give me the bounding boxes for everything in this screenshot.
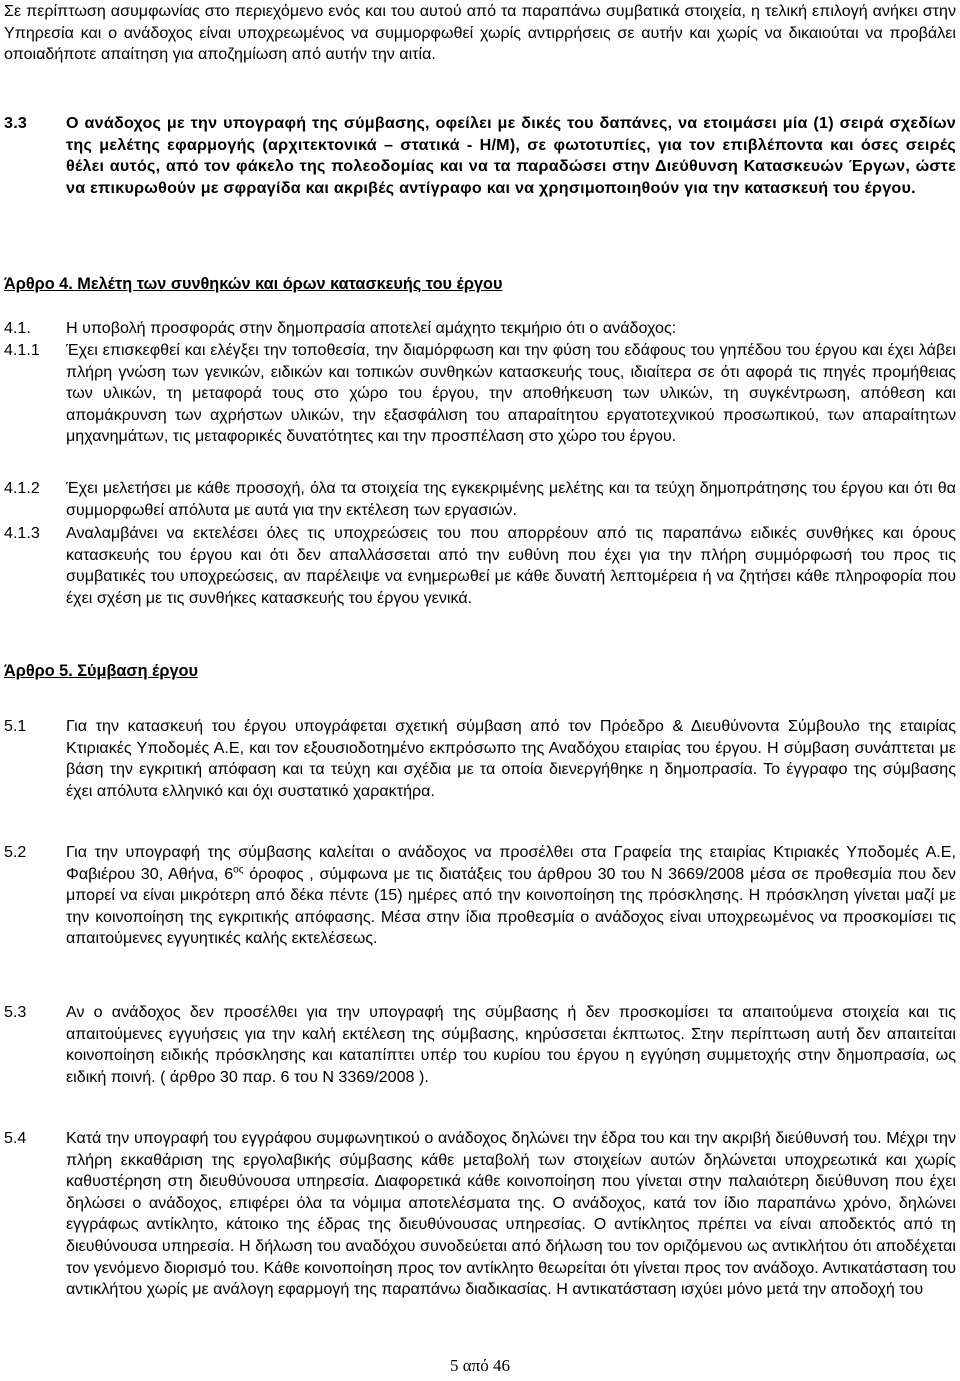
page-number: 5 από 46: [450, 1356, 510, 1375]
article-4-heading: Άρθρο 4. Μελέτη των συνθηκών και όρων κατασκευής του έργου: [4, 275, 503, 293]
clause-number: 5.1: [4, 717, 27, 735]
clause-number: 4.1.1: [4, 341, 40, 359]
clause-text: Έχει μελετήσει με κάθε προσοχή, όλα τα στοιχεία της εγκεκριμένης μελέτης και τα τεύχη δημοπράτησης του έργου και ότι θα συμμορφωθεί απόλυτα με αυτά για την εκτέλεση των εργασιών.: [66, 479, 956, 519]
clause-text-part: όροφος , σύμφωνα με τις διατάξεις του άρθρου 30 του Ν 3669/2008 μέσα σε προθεσμία που δεν μπορεί να είναι μικρότερη από δέκα πέντε (15) ημέρες από την κοινοποίηση της πρόσκλησης. Η πρόσκληση γίνεται μαζί με την κοινοποίηση της εγκριτικής απόφασης. Μέσα στην ίδια προθεσμία ο ανάδοχος είναι υποχρεωμένος να προσκομίσει τις απαιτούμενες εγγυητικές καλής εκτελέσεως.: [66, 864, 956, 948]
clause-number: 5.2: [4, 843, 27, 861]
clause-5-3: [4, 1002, 956, 1088]
clause-text: Ο ανάδοχος με την υπογραφή της σύμβασης, οφείλει με δικές του δαπάνες, να ετοιμάσει μία (1) σειρά σχεδίων της μελέτης εφαρμογής (αρχιτεκτονικά – στατικά - Η/Μ), σε φωτοτυπίες, για τον επιβλέποντα και όσες σειρές θέλει αυτός, από τον φάκελο της πολεοδομίας και να τα παραδώσει στην Διεύθυνση Κατασκευών Έργων, ώστε να επικυρωθούν με σφραγίδα και ακριβές αντίγραφο και να χρησιμοποιηθούν για την κατασκευή του έργου.: [66, 114, 956, 197]
clause-number: 5.4: [4, 1129, 27, 1147]
clause-text: Κατά την υπογραφή του εγγράφου συμφωνητικού ο ανάδοχος δηλώνει την έδρα του και την ακριβή διεύθυνσή του. Μέχρι την πλήρη εκκαθάριση της εργολαβικής σύμβασης κάθε μεταβολή των στοιχείων αυτών δηλώνεται υποχρεωτικά και χωρίς καθυστέρηση στη διευθύνουσα υπηρεσία. Διαφορετικά κάθε κοινοποίηση που γίνεται στην παλαιότερη διεύθυνση που έχει δηλώσει ο ανάδοχος, επιφέρει όλα τα νόμιμα αποτελέσματα της. Ο ανάδοχος, κατά τον ίδιο παραπάνω χρόνο, δηλώνει εγγράφως αντίκλητο, κάτοικο της έδρας της διευθύνουσας υπηρεσίας. Ο αντίκλητος πρέπει να είναι αποδεκτός από τη διευθύνουσα υπηρεσία. Η δήλωση του αναδόχου συνοδεύεται από δήλωση του τον οριζόμενου ως αντικλήτου ότι αποδέχεται τον γενόμενο διορισμό του. Κάθε κοινοποίηση προς τον αντίκλητο θεωρείται ότι γίνεται προς τον ανάδοχο. Αντικατάσταση του αντικλήτου χωρίς με ανάλογη εφαρμογή της παραπάνω διαδικασίας. Η αντικατάσταση ισχύει μόνο μετά την αποδοχή του: [66, 1129, 956, 1299]
clause-number: 4.1.: [4, 319, 31, 337]
article-5-heading: Άρθρο 5. Σύμβαση έργου: [4, 662, 198, 680]
clause-number: 4.1.2: [4, 479, 40, 497]
clause-4-1-3: [4, 523, 956, 609]
line-4-1: [4, 318, 676, 340]
clause-text: Αναλαμβάνει να εκτελέσει όλες τις υποχρεώσεις του που απορρέουν από τις παραπάνω ειδικές συνθήκες και όρους κατασκευής του έργου και ότι δεν απαλλάσσεται από την ευθύνη που έχει για την πλήρη συμμόρφωσή του προς τις συμβατικές του υποχρεώσεις, αν παρέλειψε να ενημερωθεί με κάθε δυνατή λεπτομέρεια ή να ζητήσει κάθε πληροφορία που έχει σχέση με τις συνθήκες κατασκευής του έργου γενικά.: [66, 524, 956, 607]
clause-4-1-2: [4, 478, 956, 521]
clause-text: Έχει επισκεφθεί και ελέγξει την τοποθεσία, την διαμόρφωση και την φύση του εδάφους του γηπέδου του έργου και έχει λάβει πλήρη γνώση των γενικών, ειδικών και τοπικών συνθηκών κατασκευής τους, ιδιαίτερα σε ότι αφορά τις πηγές προμήθειας των υλικών, τη μεταφορά τους στο χώρο του έργου, την αποθήκευση των υλικών, τη συγκέντρωση, απόθεση και απομάκρυνση των αχρήστων υλικών, την εξασφάλιση του απαραίτητου εργατοτεχνικού προσωπικού, των απαραίτητων μηχανημάτων, τις μεταφορικές δυνατότητες και την προσπέλαση στο χώρο του έργου.: [66, 341, 956, 446]
intro-paragraph: Σε περίπτωση ασυμφωνίας στο περιεχόμενο ενός και του αυτού από τα παραπάνω συμβατικά στοιχεία, η τελική επιλογή ανήκει στην Υπηρεσία και ο ανάδοχος είναι υποχρεωμένος να συμμορφωθεί χωρίς αντιρρήσεις σε αυτήν και χωρίς να δικαιούται να προβάλει οποιαδήποτε απαίτηση για αποζημίωση από αυτήν την αιτία.: [4, 2, 956, 64]
clause-5-2: [4, 842, 956, 950]
clause-number: 5.3: [4, 1003, 27, 1021]
clause-text: Η υποβολή προσφοράς στην δημοπρασία αποτελεί αμάχητο τεκμήριο ότι ο ανάδοχος:: [66, 319, 677, 337]
clause-text: Για την κατασκευή του έργου υπογράφεται σχετική σύμβαση από τον Πρόεδρο & Διευθύνοντα Σύμβουλο της εταιρίας Κτιριακές Υποδομές Α.Ε, και τον εξουσιοδοτημένο εκπρόσωπο της Αναδόχου εταιρίας του έργου. Η σύμβαση συνάπτεται με βάση την εγκριτική απόφαση και τα τεύχη και σχέδια με τα οποία διενεργήθηκε η δημοπρασία. Το έγγραφο της σύμβασης έχει απόλυτα ελληνικό και όχι συστατικό χαρακτήρα.: [66, 717, 956, 800]
clause-number: 4.1.3: [4, 524, 40, 542]
clause-4-1-1: [4, 340, 956, 448]
ordinal-superscript: ος: [233, 864, 244, 876]
clause-text: Αν ο ανάδοχος δεν προσέλθει για την υπογραφή της σύμβασης ή δεν προσκομίσει τα απαιτούμενα στοιχεία και τις απαιτούμενες εγγυήσεις για την καλή εκτέλεση της σύμβασης, κηρύσσεται έκπτωτος. Στην περίπτωση αυτή δεν απαιτείται κοινοποίηση ειδικής πρόσκλησης και καταπίπτει υπέρ του κυρίου του έργου η εγγύηση συμμετοχής στην δημοπρασία, ως ειδική ποινή. ( άρθρο 30 παρ. 6 του Ν 3369/2008 ).: [66, 1003, 956, 1086]
clause-5-4: [4, 1128, 956, 1301]
clause-text: [66, 842, 956, 950]
clause-5-1: [4, 716, 956, 802]
clause-number: 3.3: [4, 114, 28, 132]
clause-3-3: [4, 113, 956, 199]
clause-text-part: Για την υπογραφή της σύμβασης καλείται ο ανάδοχος να προσέλθει στα Γραφεία της εταιρίας Κτιριακές Υποδομές Α.Ε, Φαβιέρου 30, Αθήνα, 6: [66, 843, 956, 883]
